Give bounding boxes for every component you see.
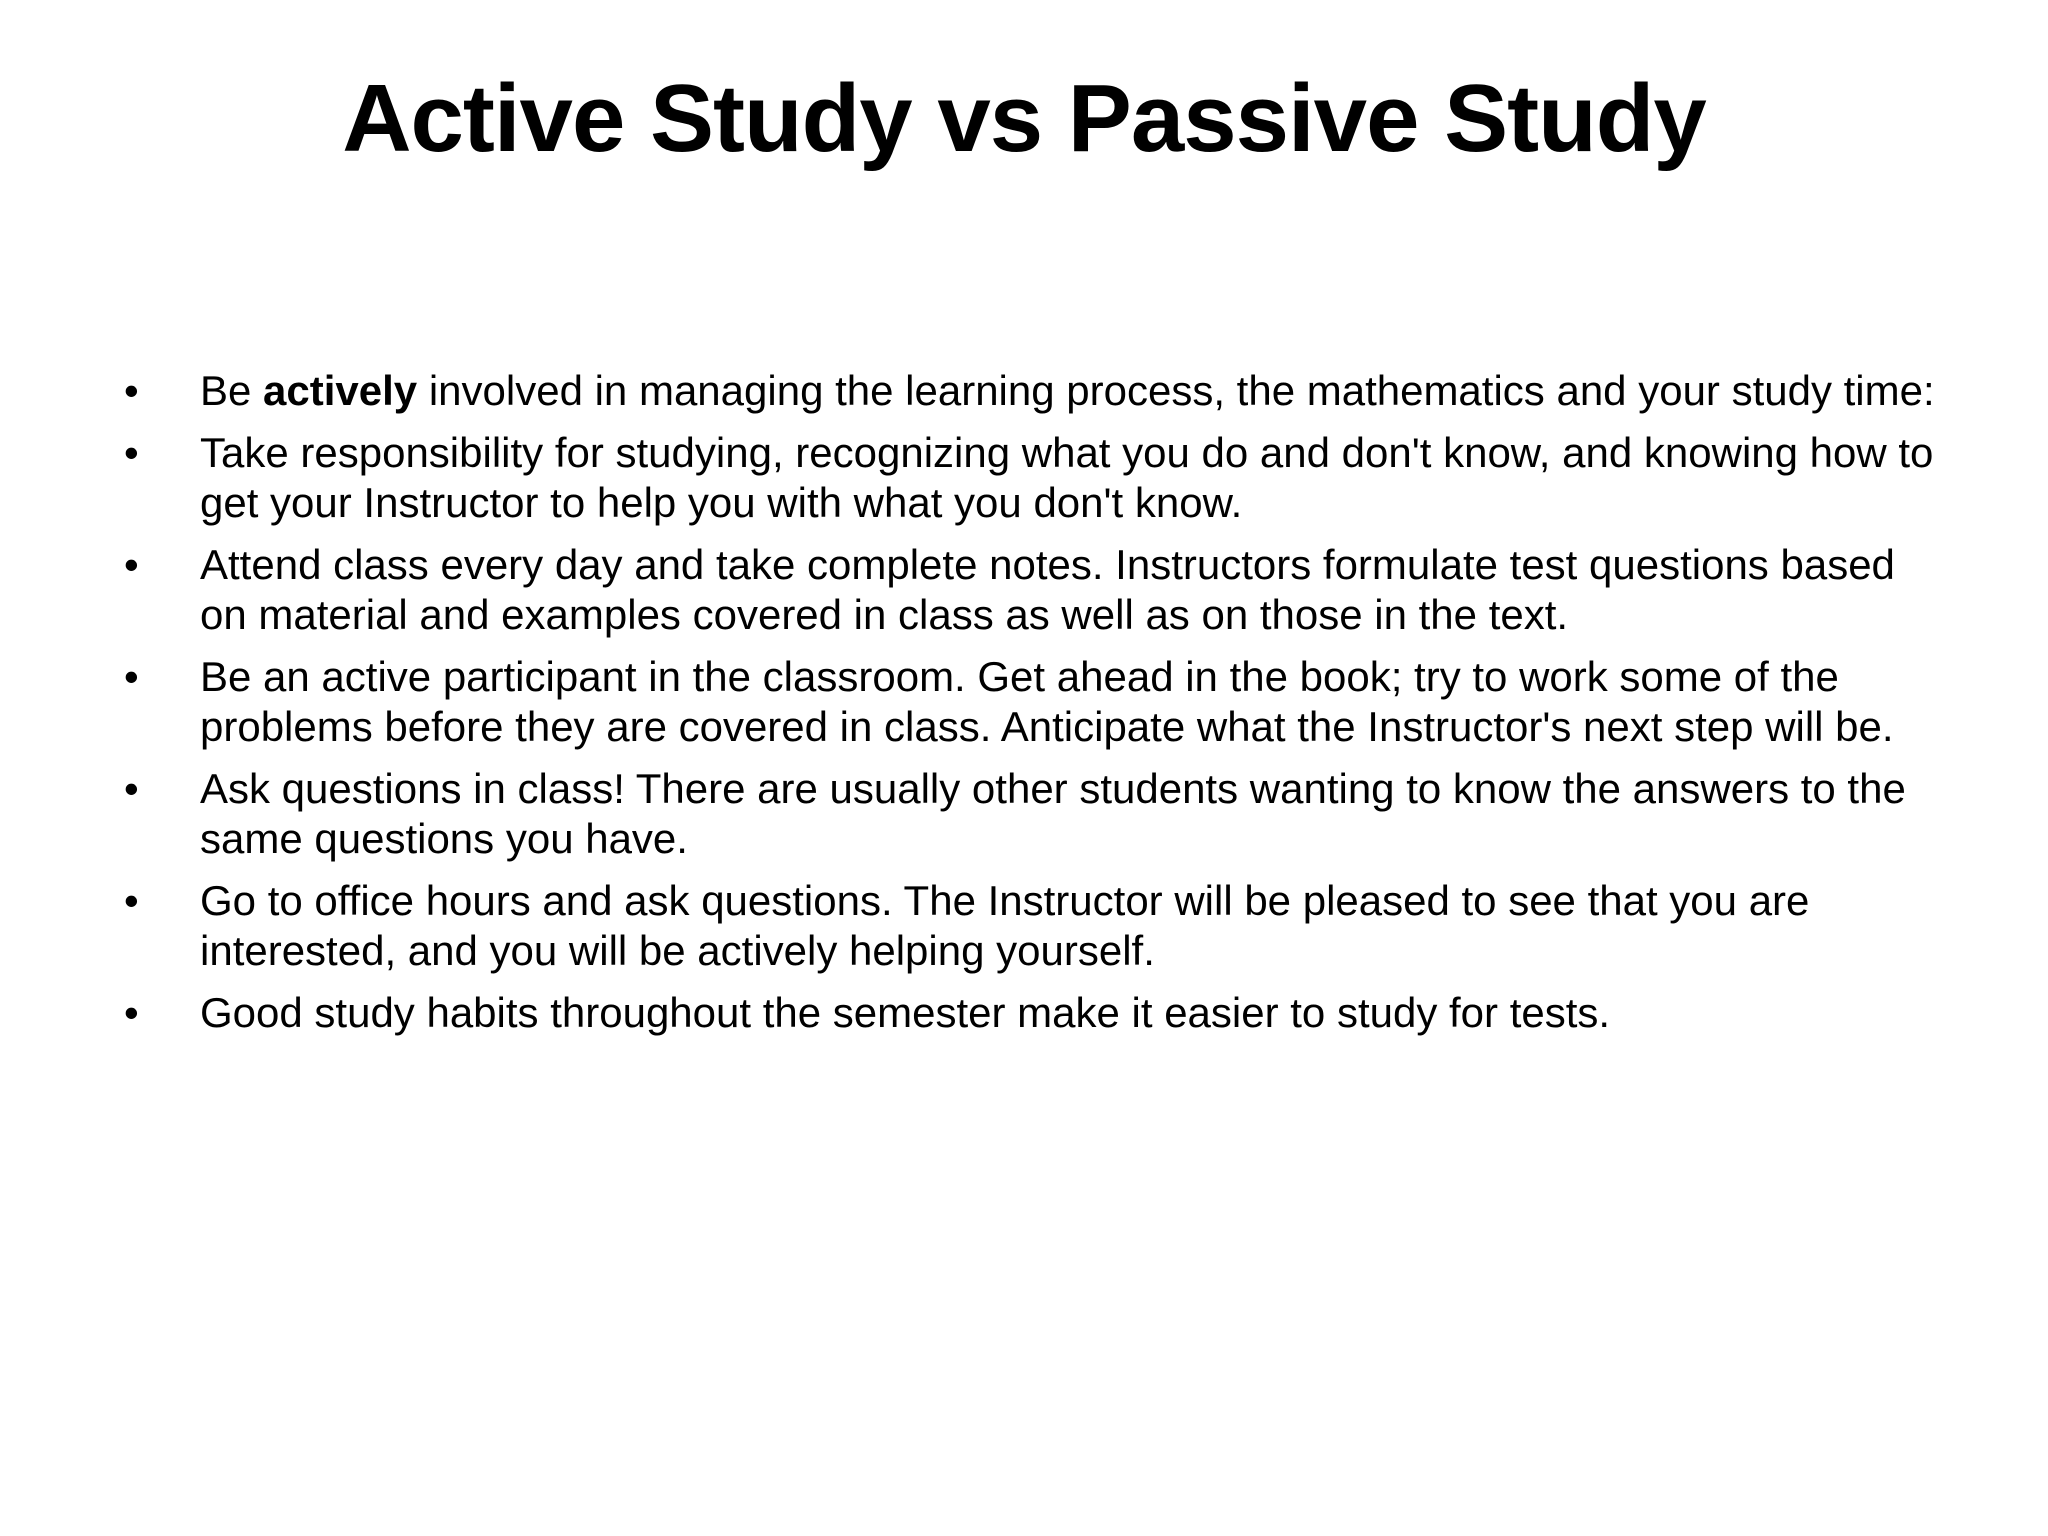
bullet-dot: •: [124, 765, 139, 812]
bullet-text: involved in managing the learning process, the mathematics and your study time:: [417, 367, 1935, 414]
bullet-dot: •: [124, 653, 139, 700]
bullet-dot: •: [124, 877, 139, 924]
bullet-item: [120, 540, 1950, 640]
bullet-text: Attend class every day and take complete notes. Instructors formulate test questions based on material and examples covered in class as well as on those in the text.: [200, 541, 1895, 638]
bullet-text: Ask questions in class! There are usually other students wanting to know the answers to the same questions you have.: [200, 765, 1906, 862]
bullet-text-prefix: Be: [200, 367, 264, 414]
bullet-item: [120, 988, 1950, 1038]
bullet-item: [120, 876, 1950, 976]
bullet-dot: •: [124, 367, 139, 414]
bullet-item: [120, 764, 1950, 864]
bullet-text: Be an active participant in the classroom. Get ahead in the book; try to work some of the problems before they are covered in class. Anticipate what the Instructor's next step will be.: [200, 653, 1894, 750]
bullet-dot: •: [124, 541, 139, 588]
bullet-item: [120, 428, 1950, 528]
bullet-text: Take responsibility for studying, recognizing what you do and don't know, and knowing how to get your Instructor to help you with what you don't know.: [200, 429, 1934, 526]
bullet-item: [120, 652, 1950, 752]
bullet-emphasis: actively: [263, 367, 418, 414]
bullet-dot: •: [124, 989, 139, 1036]
slide-title: Active Study vs Passive Study: [342, 65, 1706, 172]
bullet-dot: •: [124, 429, 139, 476]
bullet-item: [120, 366, 1950, 416]
bullet-list: [120, 366, 1950, 1050]
bullet-text: Go to office hours and ask questions. The Instructor will be pleased to see that you are interested, and you will be actively helping yourself.: [200, 877, 1810, 974]
bullet-text: Good study habits throughout the semester make it easier to study for tests.: [200, 989, 1611, 1036]
